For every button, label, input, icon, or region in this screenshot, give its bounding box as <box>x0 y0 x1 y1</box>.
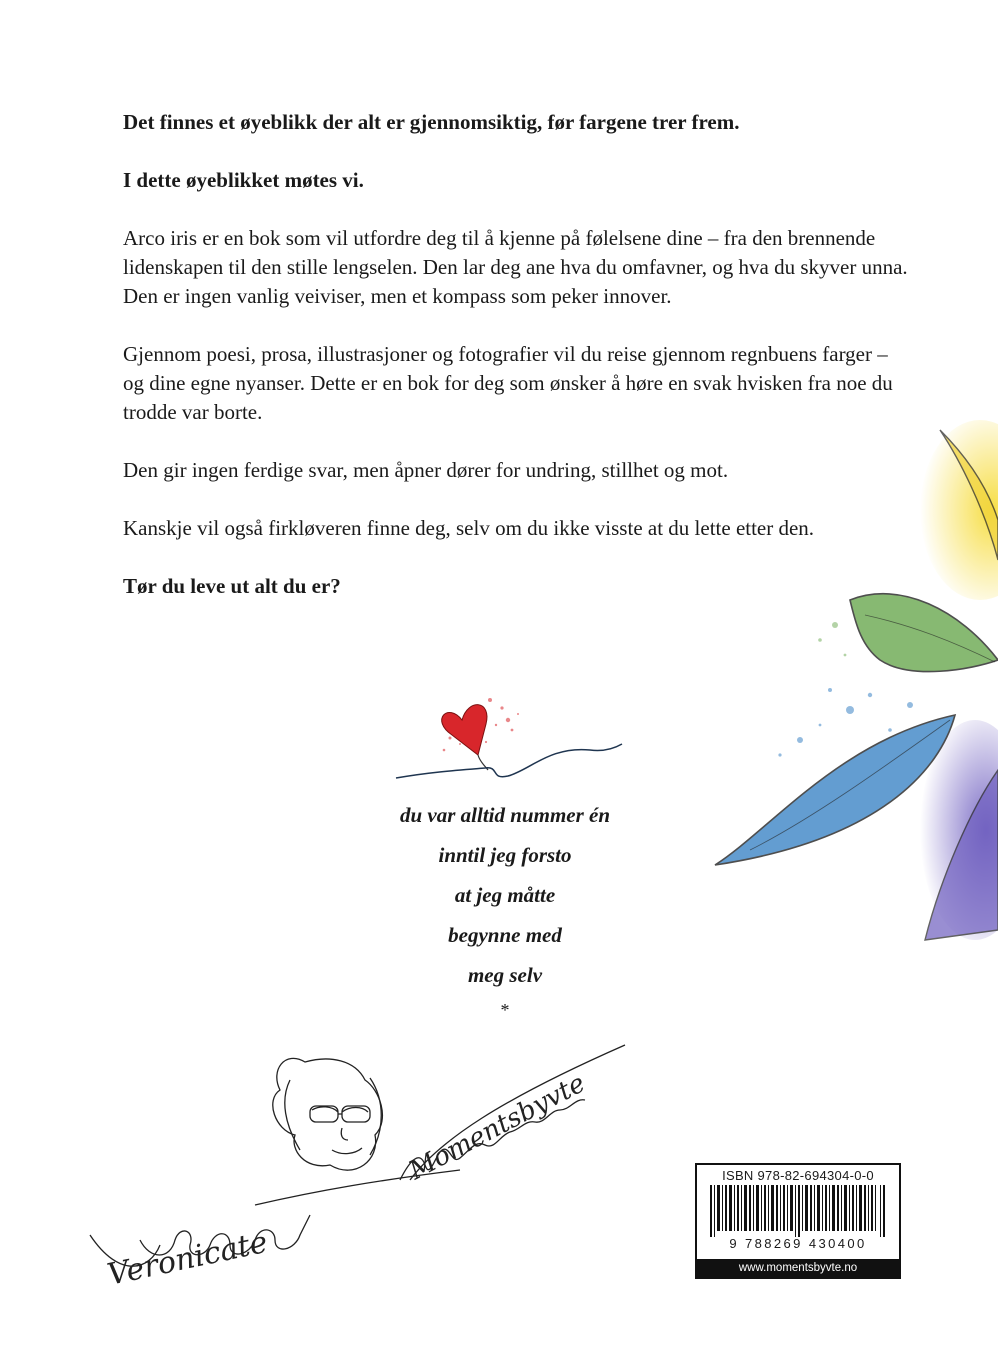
description-paragraph: Kanskje vil også firkløveren finne deg, selv om du ikke visste at du lette etter den. <box>123 516 815 540</box>
poem-line: du var alltid nummer én <box>399 803 611 827</box>
isbn-label: ISBN 978-82-694304-0-0 <box>722 1168 874 1183</box>
closing-question: Tør du leve ut alt du er? <box>123 574 341 598</box>
intro-paragraph: I dette øyeblikket møtes vi. <box>123 168 364 192</box>
rainbow-flower-illustration <box>710 410 998 950</box>
author-signature-sketch <box>80 1040 640 1300</box>
poem-ornament: * <box>500 1000 510 1020</box>
barcode-icon <box>708 1185 888 1237</box>
heart-illustration <box>390 680 630 790</box>
poem-line: inntil jeg forsto <box>438 843 572 867</box>
description-paragraph: Arco iris er en bok som vil utfordre deg til å kjenne på følelsene dine – fra den brennende lidenskapen til den stille lengselen. Den lar deg ane hva du omfavner, og hva du skyver unna. Den er ingen vanlig veiviser, men et kompass som peker innover. <box>123 226 908 308</box>
isbn-barcode-box <box>695 1163 901 1279</box>
barcode-digits: 9 788269 430400 <box>729 1236 867 1251</box>
description-paragraph: Den gir ingen ferdige svar, men åpner dører for undring, stillhet og mot. <box>123 458 729 482</box>
publisher-website: www.momentsbyvte.no <box>697 1259 899 1277</box>
poem-line: meg selv <box>467 963 543 987</box>
author-script: Veronicate <box>104 1224 271 1293</box>
description-paragraph: Gjennom poesi, prosa, illustrasjoner og fotografier vil du reise gjennom regnbuens farger – og dine egne nyanser. Dette er en bok for deg som ønsker å høre en svak hvisken fra noe du trodde var borte. <box>123 342 893 424</box>
intro-paragraph: Det finnes et øyeblikk der alt er gjennomsiktig, før fargene trer frem. <box>123 110 740 134</box>
poem-line: begynne med <box>448 923 562 947</box>
publisher-script: Momentsbyvte <box>404 1068 591 1187</box>
poem <box>300 795 710 1025</box>
poem-line: at jeg måtte <box>454 883 556 907</box>
